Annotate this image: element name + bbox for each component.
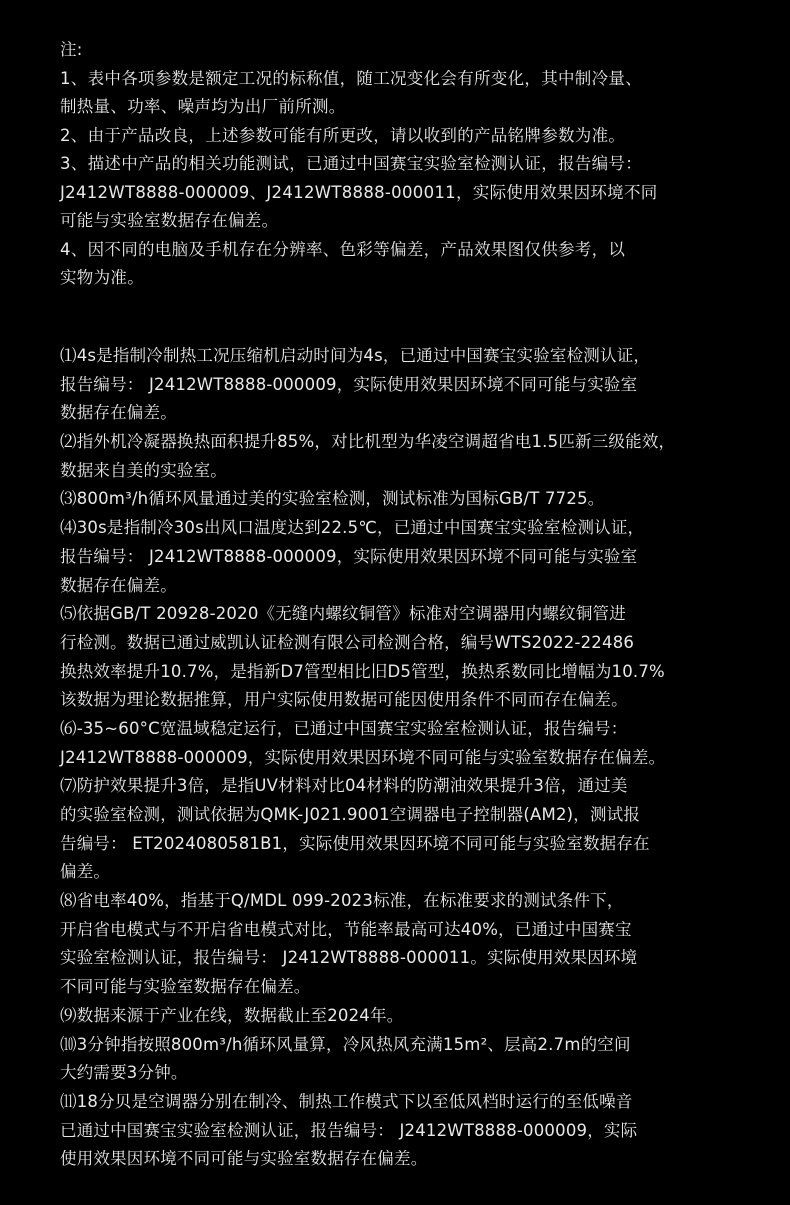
note-line: 4、因不同的电脑及手机存在分辨率、色彩等偏差，产品效果图仅供参考，以 — [60, 239, 626, 259]
footnote-line: 大约需要3分钟。 — [60, 1063, 188, 1083]
footnote-line: 偏差。 — [60, 862, 111, 882]
footnote-line: 已通过中国赛宝实验室检测认证，报告编号： J2412WT8888-000009，实际 — [60, 1120, 638, 1140]
footnote-line: ⑼数据来源于产业在线，数据截止至2024年。 — [60, 1005, 404, 1025]
footnote-line: ⑹-35~60°C宽温域稳定运行，已通过中国赛宝实验室检测认证，报告编号： — [60, 718, 628, 738]
footnotes-section — [60, 342, 786, 1174]
note-line: 3、描述中产品的相关功能测试，已通过中国赛宝实验室检测认证，报告编号： — [60, 154, 642, 173]
note-line: 1、表中各项参数是额定工况的标称值，随工况变化会有所变化，其中制冷量、 — [60, 68, 642, 88]
footnote-line: 开启省电模式与不开启省电模式对比，节能率最高可达40%，已通过中国赛宝 — [60, 919, 632, 939]
footnote-line: ⑸依据GB/T 20928-2020《无缝内螺纹铜管》标准对空调器用内螺纹铜管进 — [60, 604, 626, 624]
footnote-line: ⑴4s是指制冷制热工况压缩机启动时间为4s，已通过中国赛宝实验室检测认证， — [60, 346, 651, 365]
footnote-line: 报告编号： J2412WT8888-000009，实际使用效果因环境不同可能与实验室 — [60, 546, 638, 566]
footnote-line: 换热效率提升10.7%，是指新D7管型相比旧D5管型，换热系数同比增幅为10.7% — [60, 661, 665, 681]
footnote-line: ⑶800m³/h循环风量通过美的实验室检测，测试标准为国标GB/T 7725。 — [60, 489, 605, 509]
footnote-line: 使用效果因环境不同可能与实验室数据存在偏差。 — [60, 1149, 428, 1169]
note-line: 可能与实验室数据存在偏差。 — [60, 211, 279, 230]
footnote-line: 的实验室检测，测试依据为QMK-J021.9001空调器电子控制器(AM2)，测试报 — [60, 805, 641, 824]
note-line: 2、由于产品改良，上述参数可能有所更改，请以收到的产品铭牌参数为准。 — [60, 125, 626, 145]
footnote-line: 行检测。数据已通过威凯认证检测有限公司检测合格，编号WTS2022-22486 — [60, 632, 635, 652]
footnote-line: ⑻省电率40%，指基于Q/MDL 099-2023标准，在标准要求的测试条件下， — [60, 891, 624, 911]
footnote-line: 报告编号： J2412WT8888-000009，实际使用效果因环境不同可能与实验室 — [60, 374, 638, 394]
note-line: J2412WT8888-000009、J2412WT8888-000011，实际使用效果因环境不同 — [60, 182, 658, 202]
footnote-line: ⑷30s是指制冷30s出风口温度达到22.5℃，已通过中国赛宝实验室检测认证， — [60, 518, 645, 538]
notes-heading: 注: — [60, 40, 83, 59]
footnote-line: 该数据为理论数据推算，用户实际使用数据可能因使用条件不同而存在偏差。 — [60, 690, 628, 710]
footnote-line: ⑽3分钟指按照800m³/h循环风量算，冷风热风充满15m²、层高2.7m的空间 — [60, 1034, 631, 1054]
footnote-line: 实验室检测认证，报告编号： J2412WT8888-000011。实际使用效果因环境 — [60, 948, 638, 968]
notes-section — [60, 36, 780, 293]
note-line: 实物为准。 — [60, 268, 144, 287]
note-line: 制热量、功率、噪声均为出厂前所测。 — [60, 97, 346, 116]
footnote-line: 告编号： ET2024080581B1，实际使用效果因环境不同可能与实验室数据存在 — [60, 833, 650, 853]
footnote-line: 数据来自美的实验室。 — [60, 460, 227, 480]
footnote-line: 数据存在偏差。 — [60, 403, 177, 423]
footnote-line: ⑾18分贝是空调器分别在制冷、制热工作模式下以至低风档时运行的至低噪音 — [60, 1091, 633, 1111]
footnote-line: 数据存在偏差。 — [60, 575, 177, 595]
footnote-line: 不同可能与实验室数据存在偏差。 — [60, 977, 311, 997]
footnote-line: ⑺防护效果提升3倍，是指UV材料对比04材料的防潮油效果提升3倍，通过美 — [60, 776, 628, 796]
footnote-line: ⑵指外机冷凝器换热面积提升85%，对比机型为华凌空调超省电1.5匹新三级能效， — [60, 432, 676, 452]
footnote-line: J2412WT8888-000009，实际使用效果因环境不同可能与实验室数据存在偏差。 — [60, 747, 666, 767]
